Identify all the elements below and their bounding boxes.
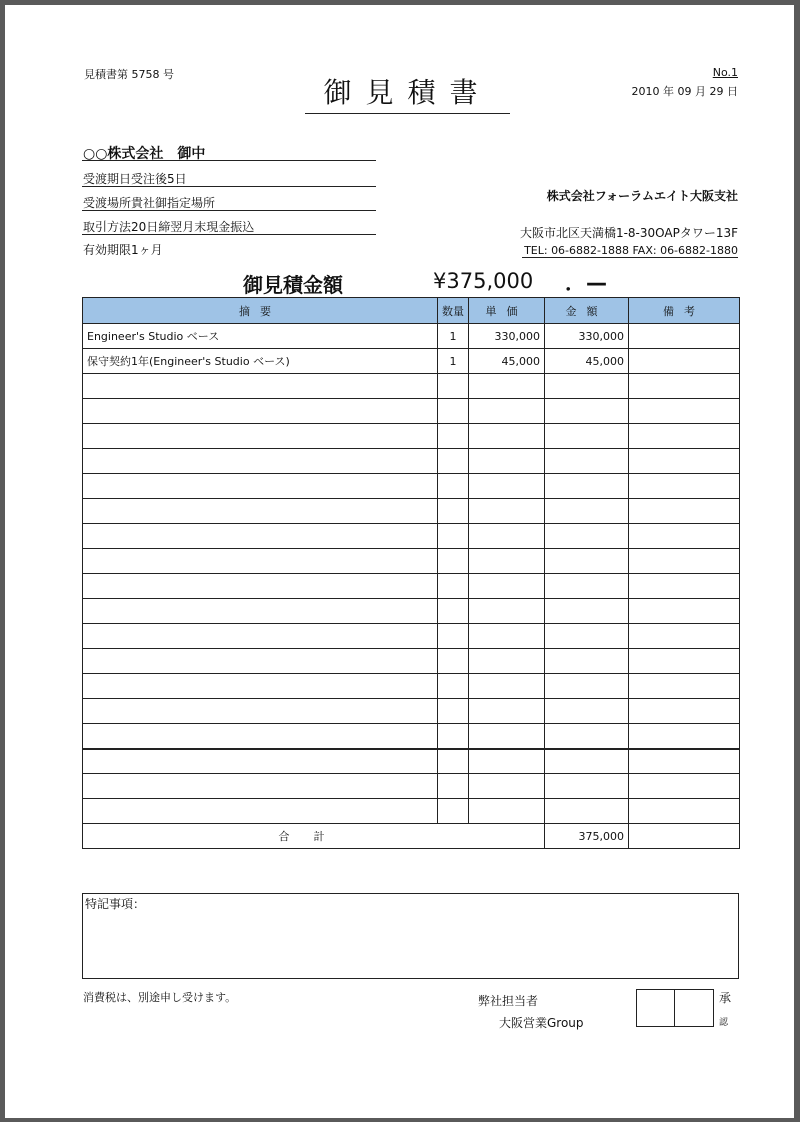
cell-unit-price [469,524,545,549]
cell-remarks [629,699,740,724]
cell-qty [438,524,469,549]
divider [82,210,376,211]
cell-qty [438,599,469,624]
cell-amount [545,799,629,824]
staff-department: 大阪営業Group [499,1016,584,1030]
cell-description [83,624,438,649]
cell-qty [438,674,469,699]
cell-remarks [629,449,740,474]
empty-table-row [83,449,740,474]
cell-qty [438,749,469,774]
table-row [83,349,740,374]
empty-table-row [83,399,740,424]
cell-qty [438,549,469,574]
cell-amount [545,699,629,724]
total-amount-value: ¥375,000 [433,269,534,293]
cell-amount [545,449,629,474]
cell-amount [545,499,629,524]
header-description: 摘要 [83,298,438,324]
cell-remarks [629,474,740,499]
cell-description [83,549,438,574]
empty-table-row [83,699,740,724]
cell-description [83,374,438,399]
vendor-company: 株式会社フォーラムエイト大阪支社 [546,189,738,203]
cell-amount [545,749,629,774]
cell-remarks [629,674,740,699]
estimate-page [5,5,794,1118]
cell-unit-price [469,774,545,799]
total-amount-dash: ．— [565,271,607,295]
divider [82,186,376,187]
vendor-address: 大阪市北区天満橋1-8-30OAPタワー13F [519,226,738,240]
cell-remarks [629,574,740,599]
stamp-box [637,990,674,1026]
cell-unit-price [469,724,545,749]
cell-qty [438,774,469,799]
cell-unit-price [469,699,545,724]
page-number: No.1 [712,66,738,79]
cell-description [83,474,438,499]
customer-underline [82,160,376,161]
document-title: 御見積書 [323,76,492,109]
document-number: 見積書第 5758 号 [84,68,174,81]
cell-remarks [629,624,740,649]
cell-qty [438,624,469,649]
cell-qty [438,724,469,749]
cell-amount [545,474,629,499]
cell-remarks [629,374,740,399]
cell-remarks [629,349,740,374]
header-amount: 金額 [545,298,629,324]
empty-table-row [83,624,740,649]
cell-description: Engineer's Studio ベース [83,324,438,349]
cell-description [83,599,438,624]
cell-description [83,799,438,824]
cell-unit-price [469,449,545,474]
cell-amount [545,624,629,649]
vendor-tel-fax: TEL: 06-6882-1888 FAX: 06-6882-1880 [524,244,738,257]
cell-description: 保守契約1年(Engineer's Studio ベース) [83,349,438,374]
cell-remarks [629,774,740,799]
cell-qty [438,499,469,524]
cell-remarks [629,749,740,774]
cell-amount: 330,000 [545,324,629,349]
cell-unit-price [469,624,545,649]
cell-unit-price [469,749,545,774]
empty-table-row [83,549,740,574]
empty-table-row [83,424,740,449]
cell-qty [438,374,469,399]
sum-value: 375,000 [545,824,629,849]
total-amount-label: 御見積金額 [243,273,343,297]
sum-remarks [629,824,740,849]
cell-unit-price [469,549,545,574]
cell-amount [545,774,629,799]
cell-description [83,749,438,774]
sum-row [83,824,740,849]
delivery-place: 受渡場所貴社御指定場所 [83,196,216,210]
empty-table-row [83,524,740,549]
cell-amount [545,574,629,599]
empty-table-row [83,774,740,799]
line-items-table [82,297,740,849]
empty-table-row [83,474,740,499]
empty-table-row [83,574,740,599]
cell-unit-price: 330,000 [469,324,545,349]
cell-amount: 45,000 [545,349,629,374]
cell-description [83,724,438,749]
header-qty: 数量 [438,298,469,324]
tax-note: 消費税は、別途申し受けます。 [83,991,237,1004]
empty-table-row [83,374,740,399]
cell-unit-price: 45,000 [469,349,545,374]
cell-description [83,574,438,599]
cell-description [83,499,438,524]
cell-remarks [629,599,740,624]
cell-unit-price [469,649,545,674]
cell-description [83,674,438,699]
empty-table-row [83,674,740,699]
cell-remarks [629,799,740,824]
cell-remarks [629,549,740,574]
cell-unit-price [469,374,545,399]
title-underline [305,113,510,114]
cell-unit-price [469,474,545,499]
cell-description [83,699,438,724]
cell-qty [438,799,469,824]
empty-table-row [83,799,740,824]
cell-remarks [629,399,740,424]
cell-qty [438,449,469,474]
cell-description [83,524,438,549]
cell-remarks [629,324,740,349]
staff-label: 弊社担当者 [478,994,539,1008]
cell-remarks [629,524,740,549]
cell-amount [545,599,629,624]
cell-unit-price [469,674,545,699]
cell-amount [545,674,629,699]
cell-remarks [629,424,740,449]
cell-remarks [629,649,740,674]
cell-qty [438,699,469,724]
empty-table-row [83,499,740,524]
cell-qty: 1 [438,349,469,374]
cell-qty [438,649,469,674]
cell-unit-price [469,599,545,624]
empty-table-row [83,649,740,674]
cell-qty: 1 [438,324,469,349]
cell-qty [438,574,469,599]
cell-description [83,399,438,424]
stamp-box [674,990,712,1026]
empty-table-row [83,724,740,749]
cell-remarks [629,724,740,749]
cell-unit-price [469,399,545,424]
empty-table-row [83,749,740,774]
cell-amount [545,649,629,674]
header-unit-price: 単価 [469,298,545,324]
payment-terms: 取引方法20日締翌月末現金振込 [83,220,255,234]
customer-name: ○○株式会社 御中 [83,146,206,162]
cell-amount [545,524,629,549]
divider [82,234,376,235]
table-header-row [83,298,740,324]
cell-description [83,449,438,474]
cell-amount [545,724,629,749]
special-notes-box [82,893,739,979]
cell-qty [438,424,469,449]
special-notes-label: 特記事項： [85,897,146,911]
cell-amount [545,549,629,574]
cell-description [83,649,438,674]
delivery-period: 受渡期日受注後5日 [83,172,187,186]
approval-stamp-boxes [636,989,714,1027]
cell-unit-price [469,499,545,524]
cell-description [83,774,438,799]
cell-unit-price [469,799,545,824]
cell-amount [545,374,629,399]
empty-table-row [83,599,740,624]
vendor-underline [522,257,738,258]
sum-label: 合計 [83,824,545,849]
approval-label-2: 認 [719,1018,729,1028]
validity-period: 有効期限1ヶ月 [83,243,163,257]
cell-qty [438,474,469,499]
approval-label-1: 承 [719,991,732,1005]
cell-amount [545,424,629,449]
cell-unit-price [469,424,545,449]
cell-unit-price [469,574,545,599]
header-remarks: 備考 [629,298,740,324]
cell-description [83,424,438,449]
table-row [83,324,740,349]
issue-date: 2010 年 09 月 29 日 [631,85,738,98]
cell-remarks [629,499,740,524]
cell-amount [545,399,629,424]
cell-qty [438,399,469,424]
